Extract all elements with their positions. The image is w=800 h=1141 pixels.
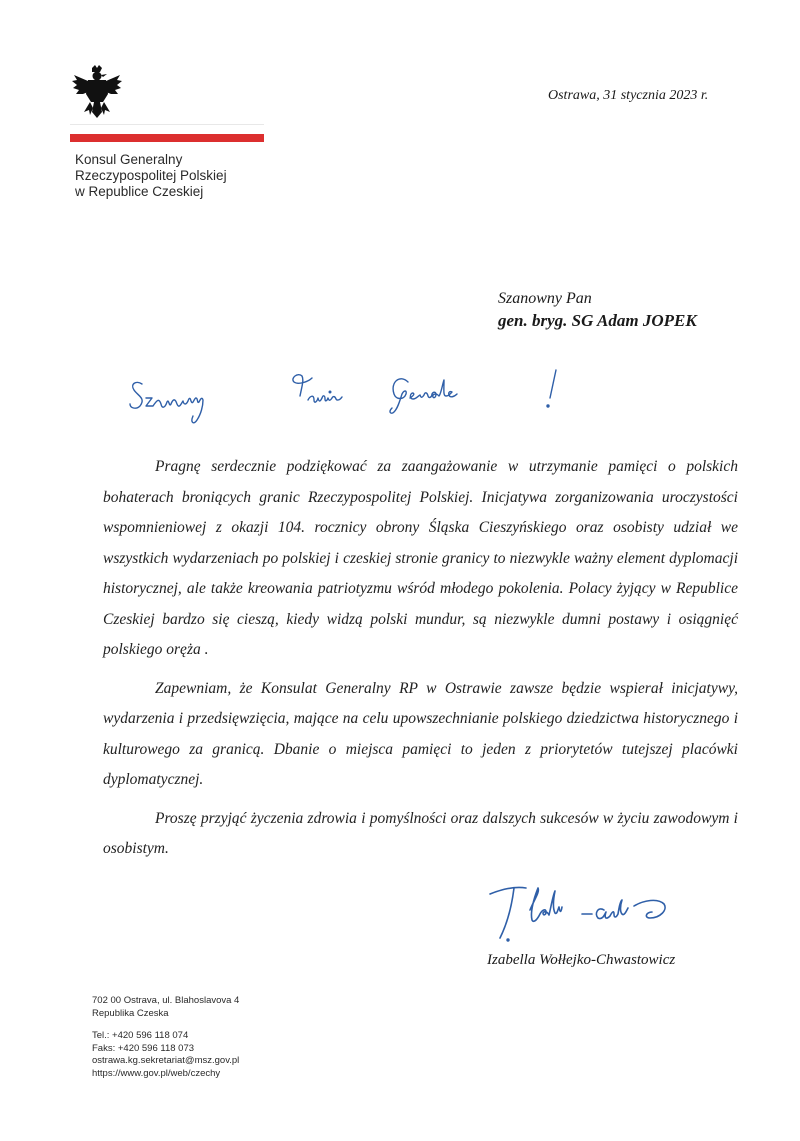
polish-eagle-emblem-icon: [70, 64, 124, 120]
body-paragraph: Zapewniam, że Konsulat Generalny RP w Ostrawie zawsze będzie wspierał inicjatywy, wydarzenia i przedsięwzięcia, mające na celu upowszechnianie polskiego dziedzictwa historycznego i kulturowego za granicą. Dbanie o miejsca pamięci to jeden z priorytetów tutejszej placówki dyplomatycznej.: [103, 679, 738, 788]
sender-line: Konsul Generalny: [75, 152, 183, 167]
sender-line: w Republice Czeskiej: [75, 184, 204, 199]
sender-line: Rzeczypospolitej Polskiej: [75, 168, 227, 183]
recipient-name: gen. bryg. SG Adam JOPEK: [498, 311, 697, 330]
handwritten-salutation: [128, 360, 568, 440]
footer-address-line: 702 00 Ostrava, ul. Blahoslavova 4: [92, 995, 240, 1006]
footer-fax: Faks: +420 596 118 073: [92, 1042, 195, 1054]
polish-flag-bar: [70, 124, 264, 142]
footer-website-link[interactable]: https://www.gov.pl/web/czechy: [92, 1067, 221, 1079]
footer-address-line: Republika Czeska: [92, 1007, 169, 1019]
letter-body: [103, 452, 738, 873]
recipient-block: [498, 288, 697, 332]
body-paragraph: Pragnę serdecznie podziękować za zaangażowanie w utrzymanie pamięci o polskich bohaterach broniących granic Rzeczypospolitej Polskiej. Inicjatywa zorganizowania uroczystości wspomnieniowej z okazji 104. rocznicy obrony Śląska Cieszyńskiego oraz osobisty udział we wszystkich wydarzeniach po polskiej i czeskiej stronie granicy to niezwykle ważny element dyplomacji historycznej, ale także kreowania patriotyzmu wśród młodego pokolenia. Polacy żyjący w Republice Czeskiej bardzo się cieszą, kiedy widzą polski mundur, są niezwykle dumni postawy i osiągnięć polskiego oręża .: [103, 458, 738, 658]
body-paragraph: Proszę przyjąć życzenia zdrowia i pomyślności oraz dalszych sukcesów w życiu zawodowym i osobistym.: [103, 809, 738, 857]
footer-contact: [92, 995, 239, 1080]
footer-phone: Tel.: +420 596 118 074: [92, 1030, 189, 1041]
handwritten-signature: [484, 880, 684, 950]
footer-email[interactable]: ostrawa.kg.sekretariat@msz.gov.pl: [92, 1055, 240, 1066]
recipient-greeting: Szanowny Pan: [498, 290, 592, 307]
sender-block: [75, 152, 227, 200]
signer-name: Izabella Wołłejko-Chwastowicz: [487, 952, 676, 968]
letter-date: Ostrawa, 31 stycznia 2023 r.: [548, 88, 709, 103]
